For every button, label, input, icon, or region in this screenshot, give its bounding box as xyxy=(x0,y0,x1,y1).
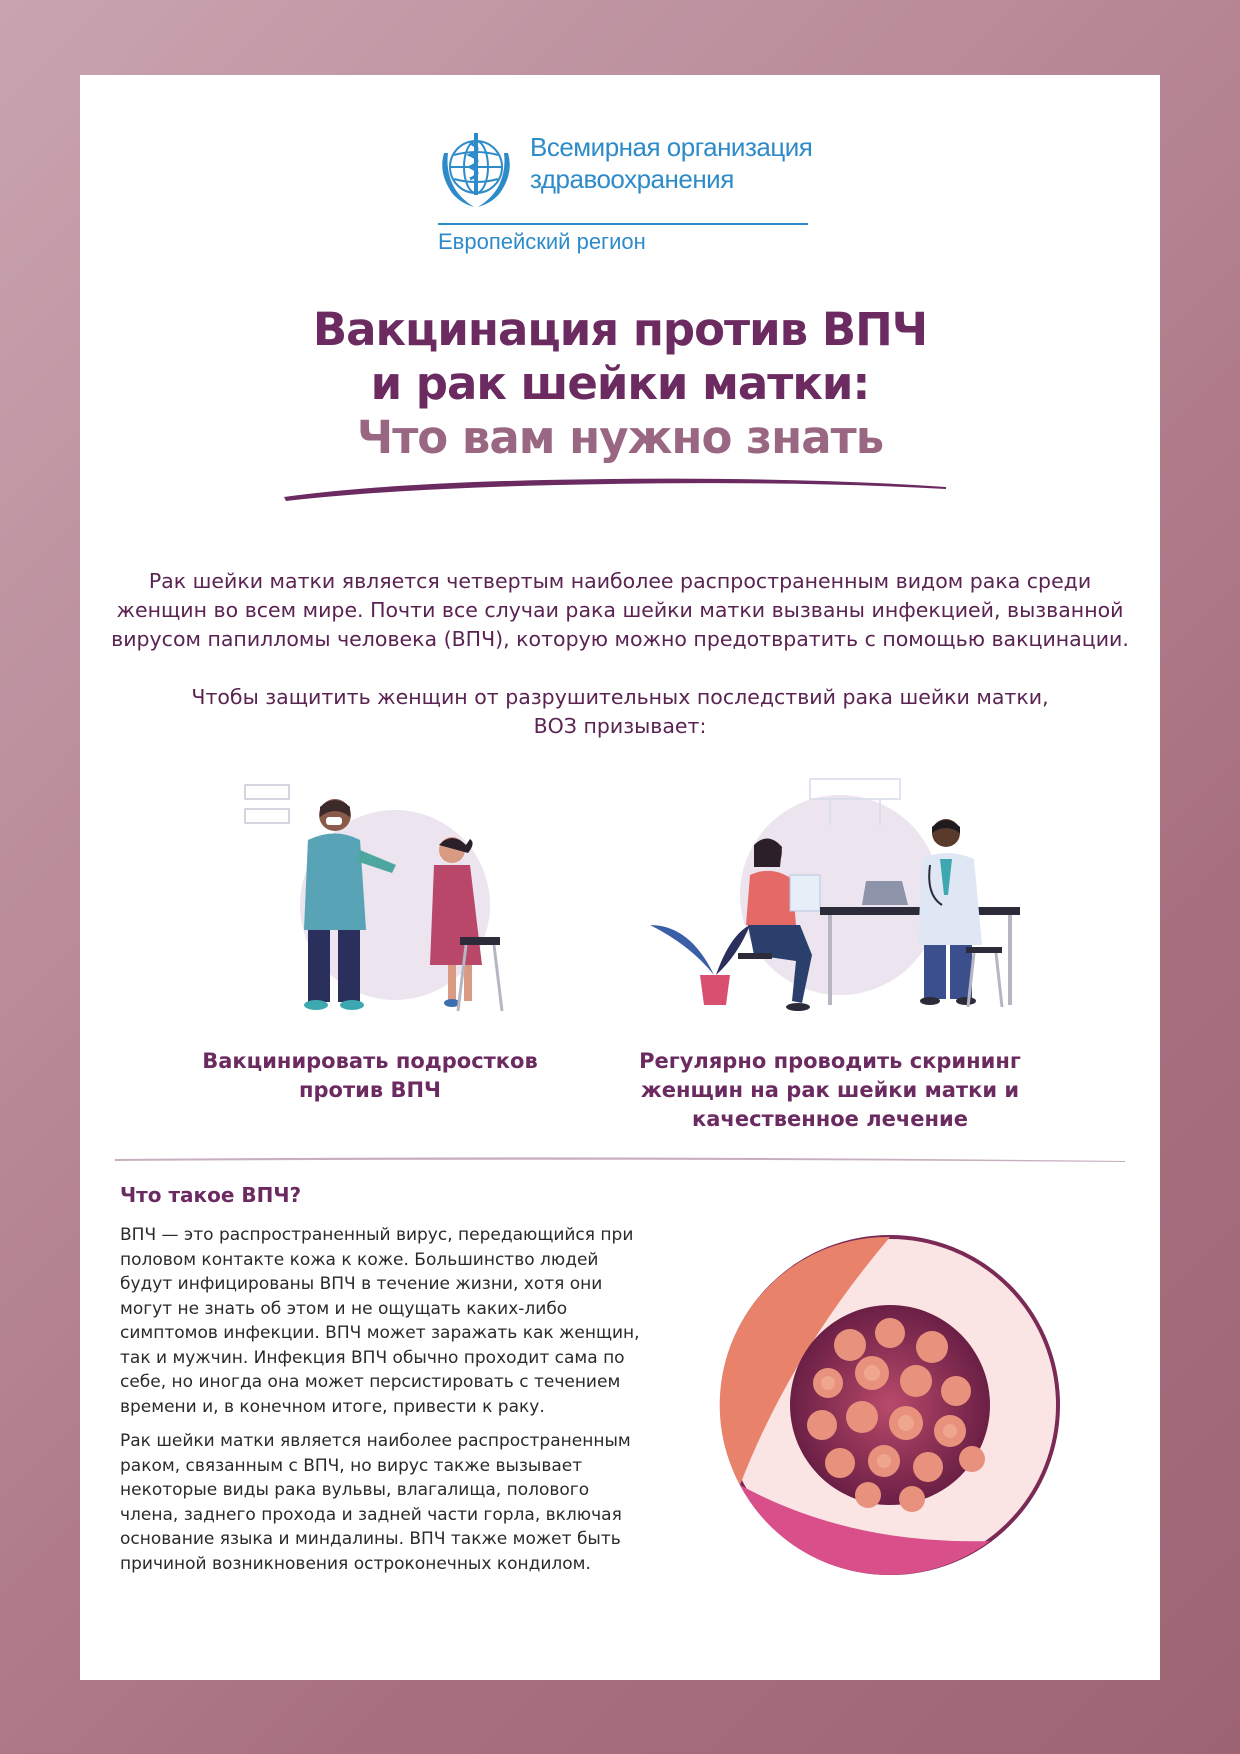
hpv-paragraph-1: ВПЧ — это распространенный вирус, передающийся при половом контакте кожа к коже. Большинство людей будут инфицированы ВПЧ в течение жизни, хотя они могут не знать об этом и не ощущать каких-либо симптомов инфекции. ВПЧ может заражать как женщин, так и мужчин. Инфекция ВПЧ обычно проходит сама по себе, но иногда она может персистировать с течением времени и, в конечном итоге, привести к раку. xyxy=(120,1225,640,1417)
caption-vaccinate xyxy=(160,1047,580,1105)
org-name-line2: здравоохранения xyxy=(530,164,734,194)
brush-stroke-divider xyxy=(280,475,950,505)
who-logo xyxy=(430,123,813,258)
vaccination-illustration xyxy=(220,765,520,1035)
who-emblem-icon xyxy=(430,123,522,215)
section-divider xyxy=(115,1155,1125,1165)
region-label: Европейский регион xyxy=(438,229,646,254)
caption-right-line1: Регулярно проводить скрининг xyxy=(639,1049,1021,1073)
caption-left-line1: Вакцинировать подростков xyxy=(202,1049,538,1073)
caption-screening xyxy=(620,1047,1040,1134)
hpv-paragraph-2: Рак шейки матки является наиболее распространенным раком, связанным с ВПЧ, но вирус также вызывает некоторые виды рака вульвы, влагалища, полового члена, заднего прохода и задней части горла, включая основание языка и миндалины. ВПЧ также может быть причиной возникновения остроконечных кондилом. xyxy=(120,1431,631,1574)
title-line3: Что вам нужно знать xyxy=(356,411,884,464)
title-line1: Вакцинация против ВПЧ xyxy=(312,303,928,356)
intro-text: Рак шейки матки является четвертым наиболее распространенным видом рака среди женщин во всем мире. Почти все случаи рака шейки матки вызваны инфекцией, вызванной вирусом папилломы человека (ВПЧ), которую можно предотвратить с помощью вакцинации. xyxy=(111,569,1129,651)
virus-illustration xyxy=(700,1215,1080,1595)
screening-illustration xyxy=(630,775,1030,1035)
page-title xyxy=(80,303,1160,465)
org-name-line1: Всемирная организация xyxy=(530,132,813,162)
logo-rule xyxy=(438,223,808,225)
caption-right-line3: качественное лечение xyxy=(692,1107,968,1131)
hpv-heading: Что такое ВПЧ? xyxy=(120,1183,302,1207)
caption-right-line2: женщин на рак шейки матки и xyxy=(640,1078,1020,1102)
flyer-page xyxy=(80,75,1160,1680)
title-line2: и рак шейки матки: xyxy=(370,357,870,410)
call-line1: Чтобы защитить женщин от разрушительных последствий рака шейки матки, xyxy=(191,685,1049,709)
who-call xyxy=(110,683,1130,741)
call-line2: ВОЗ призывает: xyxy=(533,714,707,738)
caption-left-line2: против ВПЧ xyxy=(298,1078,441,1102)
org-name xyxy=(530,131,820,195)
